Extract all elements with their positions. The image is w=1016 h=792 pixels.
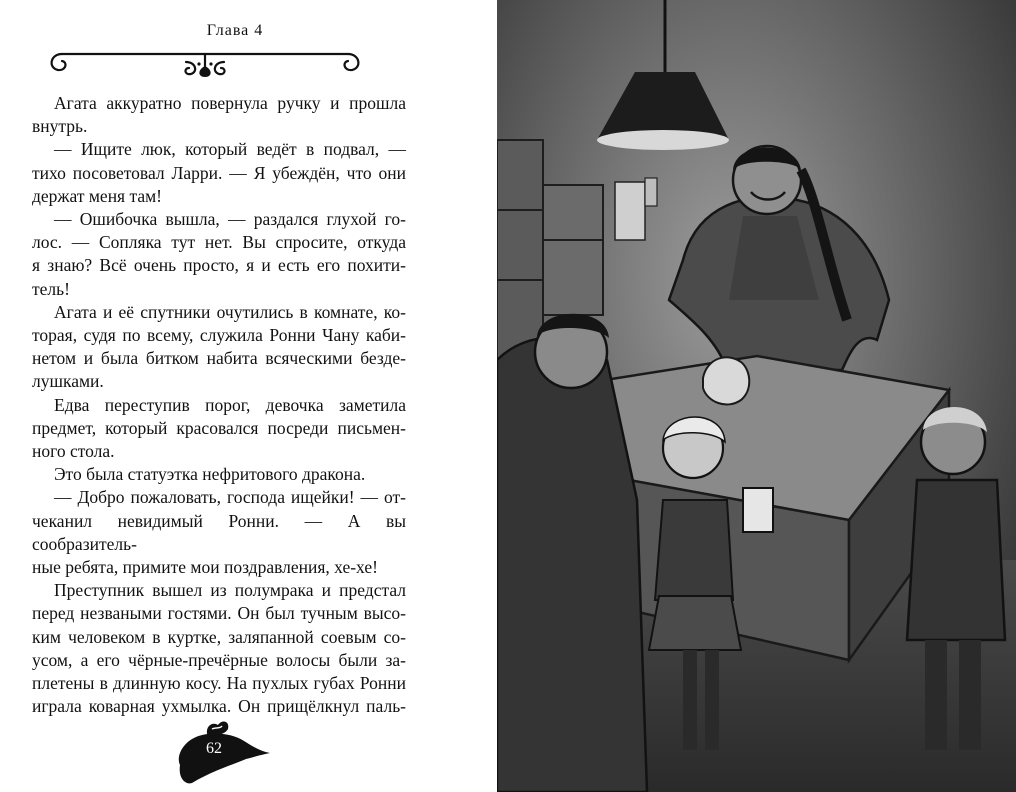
text-line: тель! (32, 278, 70, 299)
text-line: нетом и была битком набита всяческими безде- (32, 348, 406, 369)
text-line: я знаю? Всё очень просто, я и есть его похити- (32, 255, 406, 276)
text-line: торая, судя по всему, служила Ронни Чану каби- (32, 325, 406, 346)
text-line: плетены в длинную косу. На пухлых губах Ронни (32, 673, 406, 694)
text-line: перед незваными гостями. Он был тучным высо- (32, 603, 406, 624)
text-line: усом, а его чёрные-пречёрные волосы были за- (32, 649, 406, 670)
villain-office-illustration (497, 0, 1016, 792)
chapter-title: Глава 4 (206, 22, 264, 39)
text-line: Это была статуэтка нефритового дракона. (54, 464, 366, 485)
text-line: ные ребята, примите мои поздравления, хе-хе! (32, 557, 378, 578)
text-line: лушками. (32, 371, 104, 392)
text-line: чеканил невидимый Ронни. — А вы сообразитель- (32, 510, 406, 554)
page-number: 62 (206, 740, 222, 757)
text-line: держат меня там! (32, 185, 163, 206)
text-line: лос. — Сопляка тут нет. Вы спросите, откуда (32, 232, 406, 253)
text-line: играла коварная ухмылка. Он прищёлкнул паль- (32, 696, 406, 717)
text-line: Агата и её спутники очутились в комнате, ко- (54, 301, 406, 322)
body-text (32, 92, 406, 718)
text-line: ким человеком в куртке, заляпанной соевым со- (32, 626, 406, 647)
text-line: предмет, который красовался посреди письмен- (32, 417, 406, 438)
left-page (0, 0, 470, 792)
text-line: — Ищите люк, который ведёт в подвал, — (54, 139, 406, 160)
text-line: Едва переступив порог, девочка заметила (54, 394, 406, 415)
text-line: тихо посоветовал Ларри. — Я убеждён, что они (32, 162, 406, 183)
text-line: внутрь. (32, 116, 88, 137)
text-line: Преступник вышел из полумрака и предстал (54, 580, 406, 601)
illustration (497, 0, 1016, 792)
text-line: Агата аккуратно повернула ручку и прошла (54, 93, 406, 113)
text-line: — Ошибочка вышла, — раздался глухой го- (54, 209, 406, 230)
text-line: ного стола. (32, 441, 115, 462)
text-line: — Добро пожаловать, господа ищейки! — от- (54, 487, 406, 508)
ornament-divider (46, 46, 364, 80)
